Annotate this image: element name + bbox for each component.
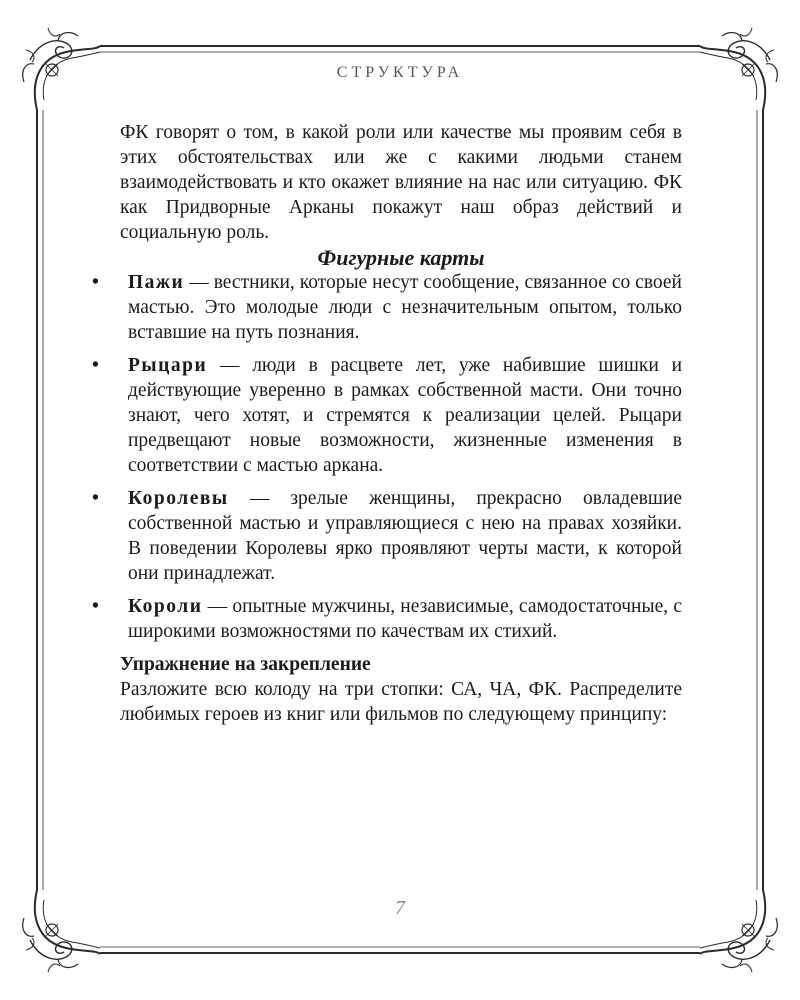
page-body <box>92 120 682 727</box>
page-number: 7 <box>395 897 405 919</box>
card-term: Пажи <box>128 272 185 293</box>
list-item <box>92 270 682 345</box>
card-description: — зрелые женщины, прекрасно овладевшие собственной мастью и управляющиеся с нею на правах хозяйки. В поведении Королевы ярко проявляют черты масти, к которой они принадлежат. <box>128 488 682 584</box>
intro-paragraph: ФК говорят о том, в какой роли или качестве мы проявим себя в этих обстоятельствах или же с какими людьми станем взаимодействовать и кто окажет влияние на нас или ситуацию. ФК как Придворные Арканы покажут наш образ действий и социальную роль. <box>120 122 682 243</box>
bullet-icon: • <box>92 488 99 509</box>
card-description: — опытные мужчины, независимые, самодостаточные, с широкими возможностями по качествам их стихий. <box>128 596 682 642</box>
exercise-text: Разложите всю колоду на три стопки: СА, ЧА, ФК. Распределите любимых героев из книг или фильмов по следующему принципу: <box>120 679 682 725</box>
card-term: Короли <box>128 596 203 617</box>
card-description: — люди в расцвете лет, уже набившие шишки и действующие уверенно в рамках собственной масти. Они точно знают, чего хотят, и стремятся к реализации целей. Рыцари предвещают новые возможности, жизненные изменения в соответствии с мастью аркана. <box>128 355 682 476</box>
card-term: Королевы <box>128 488 229 509</box>
bullet-icon: • <box>92 355 99 376</box>
list-item <box>92 486 682 586</box>
exercise-title: Упражнение на закрепление <box>120 654 371 675</box>
card-description: — вестники, которые несут сообщение, связанное со своей мастью. Это молодые люди с незначительным опытом, только вставшие на путь познания. <box>128 272 682 343</box>
list-item <box>92 353 682 478</box>
court-cards-list <box>92 270 682 644</box>
card-term: Рыцари <box>128 355 208 376</box>
bullet-icon: • <box>92 596 99 617</box>
list-item <box>92 594 682 644</box>
running-header: СТРУКТУРА <box>336 64 464 81</box>
section-heading: Фигурные карты <box>317 245 485 270</box>
bullet-icon: • <box>92 272 99 293</box>
